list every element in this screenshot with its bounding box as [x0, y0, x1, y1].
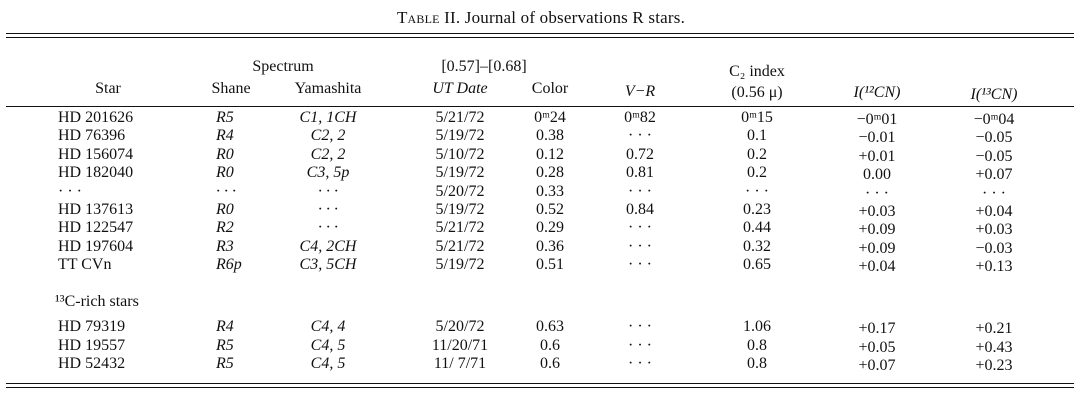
cell-yamashita: C4, 5 [310, 355, 346, 372]
cell-c2: 0.32 [743, 237, 771, 255]
cell-yamashita: · · · [318, 182, 338, 200]
cell-date: 5/21/72 [435, 219, 485, 237]
cell-shane: R6p [216, 256, 242, 274]
header-color: Color [531, 80, 569, 97]
cell-shane: R0 [216, 145, 234, 163]
cell-i13: +0.04 [975, 203, 1013, 220]
cell-color: 0.12 [536, 145, 564, 163]
cell-shane: R5 [216, 109, 234, 126]
cell-yamashita: C2, 2 [310, 127, 346, 145]
cell-yamashita: C1, 1CH [299, 109, 357, 126]
cell-date: 5/21/72 [435, 109, 485, 126]
cell-color: 0.29 [536, 219, 564, 237]
cell-vr: 0ᵐ82 [624, 109, 656, 126]
cell-c2: 0.2 [747, 145, 767, 163]
cell-vr: · · · [628, 127, 652, 145]
cell-c2: · · · [745, 182, 769, 200]
cell-i12: +0.04 [858, 258, 896, 276]
cell-star: HD 201626 [58, 109, 134, 126]
cell-vr: · · · [628, 256, 652, 274]
cell-star: HD 76396 [58, 127, 126, 145]
cell-star: HD 137613 [58, 201, 134, 218]
cell-c2: 0.23 [743, 201, 771, 218]
top-rule-1 [6, 33, 1074, 34]
cell-color: 0.36 [536, 237, 564, 255]
cell-i12: · · · [865, 184, 889, 202]
bottom-rule-2 [6, 387, 1074, 388]
header-rule [6, 106, 1074, 107]
cell-date: 5/19/72 [435, 256, 485, 274]
table-caption [0, 8, 1082, 28]
cell-vr: · · · [628, 336, 652, 354]
cell-i12: +0.05 [858, 338, 896, 356]
cell-i12: +0.09 [858, 239, 896, 257]
header-c2-index: C₂ index [729, 63, 785, 80]
cell-star: HD 182040 [58, 164, 134, 182]
cell-shane: R3 [216, 237, 234, 255]
cell-date: 5/20/72 [435, 318, 485, 335]
cell-star: HD 122547 [58, 219, 134, 237]
cell-c2: 1.06 [743, 318, 771, 335]
cell-color: 0.38 [536, 127, 564, 145]
section-13c-rich-label: ¹³C-rich stars [55, 293, 139, 310]
cell-vr: · · · [628, 355, 652, 372]
cell-vr: · · · [628, 219, 652, 237]
cell-star: TT CVn [58, 256, 112, 274]
cell-color: 0ᵐ24 [534, 109, 566, 126]
cell-star: HD 79319 [58, 318, 126, 335]
cell-shane: R0 [216, 164, 234, 182]
cell-color: 0.63 [536, 318, 564, 335]
header-v-r: V−R [624, 83, 656, 100]
cell-color: 0.33 [536, 182, 564, 200]
cell-i13: +0.07 [975, 166, 1013, 184]
cell-i13: +0.13 [975, 258, 1013, 276]
header-yamashita: Yamashita [294, 80, 362, 97]
cell-date: 11/ 7/71 [433, 355, 487, 372]
cell-i13: +0.43 [975, 338, 1013, 356]
cell-vr: · · · [628, 237, 652, 255]
cell-i12: 0.00 [863, 166, 891, 184]
cell-c2: 0ᵐ15 [741, 109, 773, 126]
cell-date: 5/19/72 [435, 127, 485, 145]
cell-yamashita: C4, 4 [310, 318, 346, 335]
cell-i13: −0.03 [975, 239, 1013, 257]
cell-i13: −0ᵐ04 [973, 111, 1015, 128]
cell-c2: 0.2 [747, 164, 767, 182]
cell-i12: +0.07 [858, 357, 896, 374]
cell-i13: −0.05 [975, 147, 1013, 165]
header-i13cn: I(¹³CN) [970, 86, 1018, 103]
cell-i12: +0.03 [858, 203, 896, 220]
cell-shane: R5 [216, 336, 234, 354]
cell-shane: R0 [216, 201, 234, 218]
caption-label: Table II. [396, 8, 461, 27]
cell-color: 0.6 [540, 355, 560, 372]
cell-yamashita: · · · [318, 219, 338, 237]
top-rule-2 [6, 37, 1074, 38]
cell-shane: R4 [216, 127, 234, 145]
cell-i13: −0.05 [975, 129, 1013, 147]
cell-date: 5/10/72 [435, 145, 485, 163]
header-star: Star [95, 80, 121, 97]
cell-star: HD 156074 [58, 145, 134, 163]
cell-vr: 0.81 [626, 164, 654, 182]
cell-star: HD 19557 [58, 336, 126, 354]
cell-yamashita: C4, 2CH [299, 237, 357, 255]
cell-yamashita: C2, 2 [310, 145, 346, 163]
cell-date: 5/19/72 [435, 164, 485, 182]
header-band: [0.57]–[0.68] [441, 58, 527, 75]
cell-i13: · · · [982, 184, 1006, 202]
cell-i13: +0.21 [975, 320, 1013, 337]
cell-i12: +0.09 [858, 221, 896, 239]
caption-text: Journal of observations R stars. [464, 8, 686, 27]
cell-i12: +0.17 [858, 320, 896, 337]
cell-date: 11/20/71 [431, 336, 489, 354]
cell-i13: +0.23 [975, 357, 1013, 374]
cell-color: 0.28 [536, 164, 564, 182]
header-shane: Shane [211, 80, 251, 97]
cell-yamashita: C3, 5p [306, 164, 350, 182]
cell-c2: 0.65 [743, 256, 771, 274]
header-ut-date: UT Date [432, 80, 488, 97]
cell-vr: · · · [628, 182, 652, 200]
cell-c2: 0.8 [747, 336, 767, 354]
cell-i12: −0.01 [858, 129, 896, 147]
cell-star: · · · [58, 182, 82, 200]
cell-shane: R4 [216, 318, 234, 335]
header-c2-unit: (0.56 μ) [731, 84, 783, 101]
cell-i12: −0ᵐ01 [856, 111, 898, 128]
cell-color: 0.52 [536, 201, 564, 218]
cell-shane: · · · [216, 182, 236, 200]
cell-star: HD 197604 [58, 237, 134, 255]
cell-star: HD 52432 [58, 355, 126, 372]
cell-vr: · · · [628, 318, 652, 335]
cell-i12: +0.01 [858, 147, 896, 165]
cell-yamashita: C3, 5CH [299, 256, 357, 274]
cell-shane: R5 [216, 355, 234, 372]
cell-c2: 0.1 [747, 127, 767, 145]
bottom-rule-1 [6, 383, 1074, 384]
cell-date: 5/21/72 [435, 237, 485, 255]
header-spectrum: Spectrum [252, 58, 314, 75]
cell-color: 0.6 [540, 336, 560, 354]
cell-i13: +0.03 [975, 221, 1013, 239]
cell-date: 5/19/72 [435, 201, 485, 218]
cell-c2: 0.44 [743, 219, 771, 237]
cell-vr: 0.72 [626, 145, 654, 163]
cell-shane: R2 [216, 219, 234, 237]
cell-vr: 0.84 [626, 201, 654, 218]
cell-c2: 0.8 [747, 355, 767, 372]
cell-yamashita: · · · [318, 201, 338, 218]
cell-date: 5/20/72 [435, 182, 485, 200]
header-i12cn: I(¹²CN) [853, 84, 901, 101]
cell-yamashita: C4, 5 [310, 336, 346, 354]
cell-color: 0.51 [536, 256, 564, 274]
